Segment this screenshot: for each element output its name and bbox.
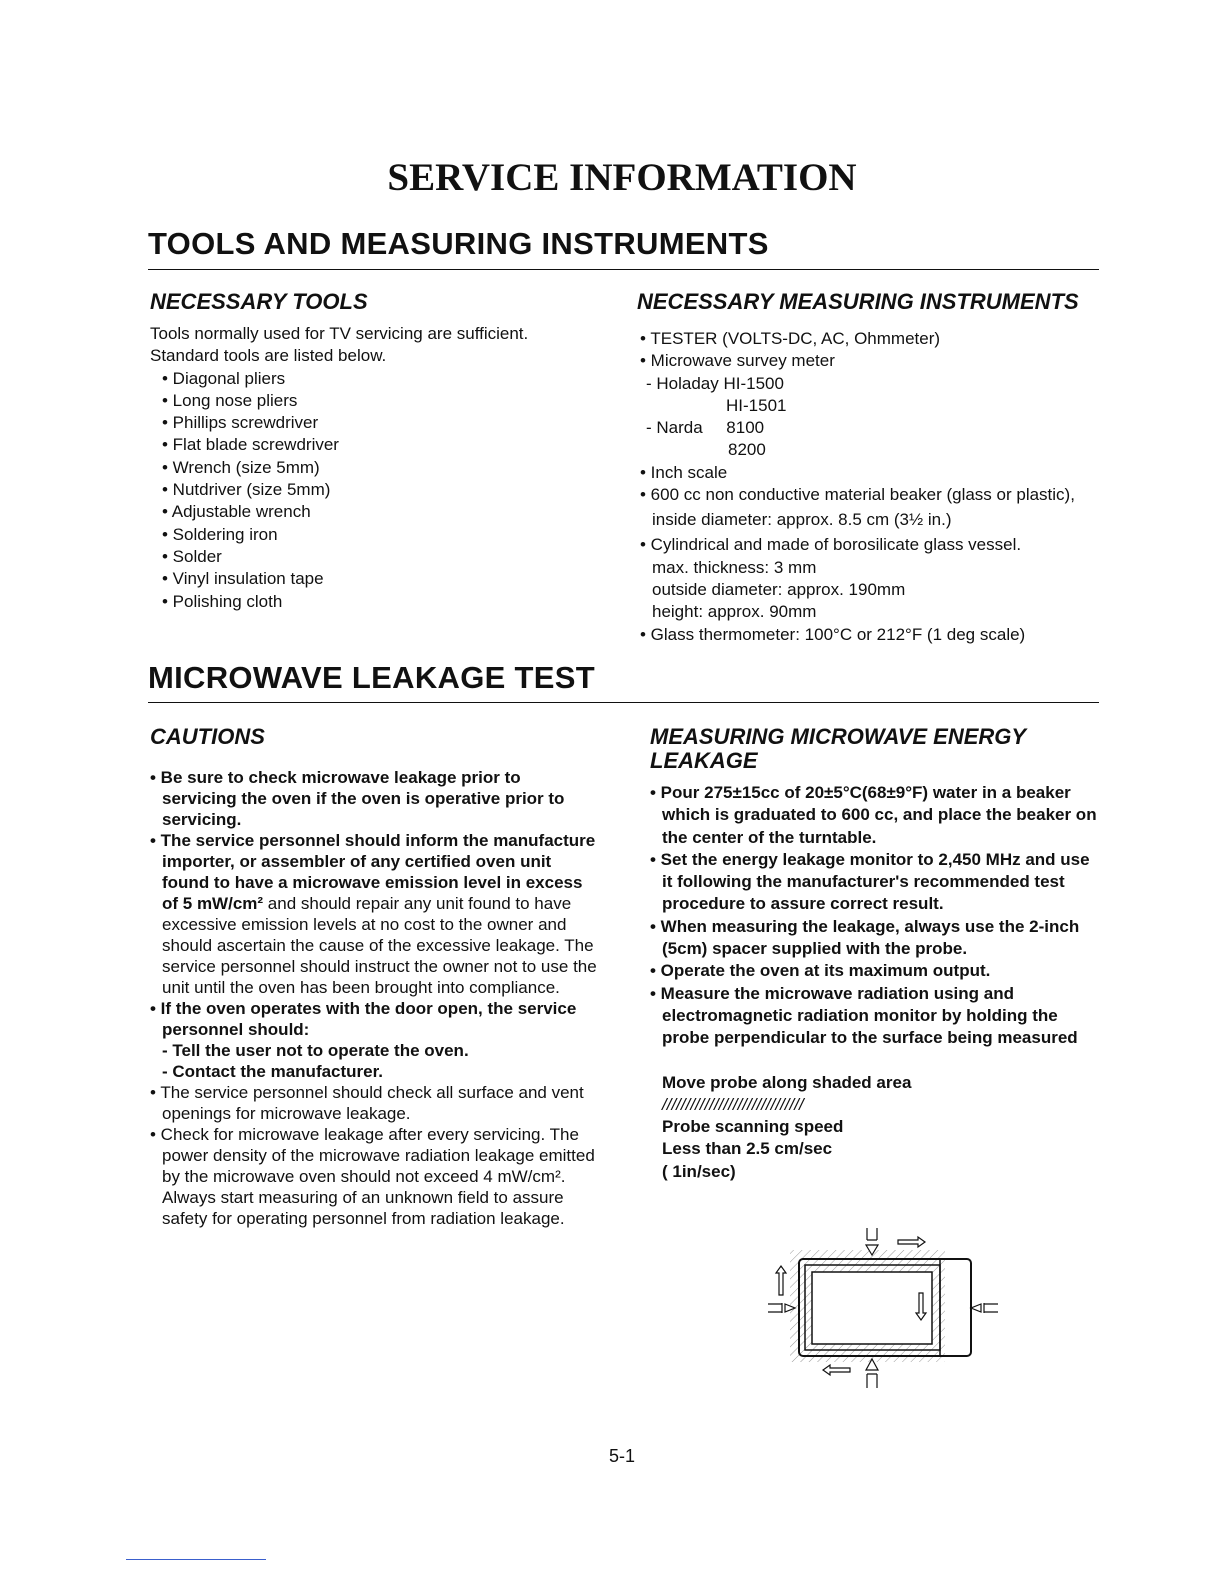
caution-item: • Check for microwave leakage after every servicing. The power density of the microwave radiation leakage emitted by the microwave oven should not exceed 4 mW/cm². Always start measuring of an unknown field to assure safety for operating personnel from radiation leakage. [150,1125,595,1228]
measuring-item: • Operate the oven at its maximum output. [650,961,991,981]
caution-subitem: - Contact the manufacturer. [162,1062,384,1081]
list-item: • Long nose pliers [162,390,298,410]
list-item: HI-1501 [726,395,787,415]
scanning-speed-label: Probe scanning speed [662,1117,844,1137]
footer-line [126,1559,266,1560]
necessary-tools-list [150,323,528,613]
list-item: • Nutdriver (size 5mm) [162,480,331,500]
list-item: • Wrench (size 5mm) [162,457,320,477]
list-item: • Solder [162,546,222,566]
instruments-list [640,328,1075,646]
list-item: - Holaday HI-1500 [646,373,784,393]
list-item: - Narda 8100 [646,418,765,438]
scanning-speed-inch: ( 1in/sec) [662,1161,736,1181]
caution-item: • If the oven operates with the door open, the service personnel should: [150,999,577,1039]
page-number: 5-1 [608,1446,635,1466]
measuring-item: • When measuring the leakage, always use the 2-inch (5cm) spacer supplied with the probe. [650,916,1080,959]
measuring-item: • Set the energy leakage monitor to 2,450 MHz and use it following the manufacturer's recommended test procedure to assure correct result. [650,849,1090,914]
scanning-speed-value: Less than 2.5 cm/sec [662,1139,833,1159]
list-item: outside diameter: approx. 190mm [652,579,906,599]
list-item: • Glass thermometer: 100°C or 212°F (1 deg scale) [640,624,1026,644]
oven-window [812,1272,932,1344]
list-item: • Vinyl insulation tape [162,569,324,589]
probe-scan-diagram [750,1200,1010,1390]
list-item: • Phillips screwdriver [162,413,319,433]
list-item: • Flat blade screwdriver [162,435,339,455]
list-item: 8200 [728,440,766,460]
list-item: • TESTER (VOLTS-DC, AC, Ohmmeter) [640,329,941,348]
page-title: SERVICE INFORMATION [387,156,857,199]
caution-normal-text: and should repair any unit found to have excessive emission levels at no cost to the owner and should ascertain the cause of the excessive leakage. The service personnel should instruct the owner not to use the unit until the oven has been brought into compliance. [162,894,597,997]
tools-heading: TOOLS AND MEASURING INSTRUMENTS [148,226,769,261]
caution-item: • The service personnel should check all surface and vent openings for microwave leakage. [150,1083,584,1123]
measuring-item: • Pour 275±15cc of 20±5°C(68±9°F) water in a beaker which is graduated to 600 cc, and place the beaker on the center of the turntable. [650,783,1097,847]
list-item: height: approx. 90mm [652,602,817,622]
list-item: • Adjustable wrench [162,502,311,522]
divider [148,269,1099,270]
list-item: • 600 cc non conductive material beaker (glass or plastic), [640,485,1075,505]
intro-line: Standard tools are listed below. [150,346,387,366]
list-item: • Soldering iron [162,524,278,544]
list-item: • Inch scale [640,462,728,482]
necessary-tools-heading: NECESSARY TOOLS [150,289,368,314]
caution-item [150,830,600,998]
divider [148,702,1099,703]
list-item: inside diameter: approx. 8.5 cm (3½ in.) [652,510,952,530]
intro-line: Tools normally used for TV servicing are sufficient. [150,324,529,343]
list-item: • Polishing cloth [162,591,283,611]
cautions-heading: CAUTIONS [150,724,265,749]
hatch-legend: ////////////////////////////// [662,1094,804,1114]
list-item: max. thickness: 3 mm [652,557,817,577]
list-item: • Cylindrical and made of borosilicate glass vessel. [640,535,1022,555]
caution-bold-text: • The service personnel should inform the manufacture importer, or assembler of any certified oven unit found to have a microwave emission level in excess of 5 mW/cm² [150,831,596,913]
cautions-list [150,767,600,1229]
move-probe-text: Move probe along shaded area [662,1072,912,1092]
measuring-heading: MEASURING MICROWAVE ENERGY LEAKAGE [650,724,1026,773]
measuring-list [650,782,1100,1183]
measuring-item: • Measure the microwave radiation using and electromagnetic radiation monitor by holding the probe perpendicular to the surface being measured [650,983,1078,1048]
list-item: • Microwave survey meter [640,351,835,371]
instruments-heading: NECESSARY MEASURING INSTRUMENTS [637,289,1079,314]
caution-subitem: - Tell the user not to operate the oven. [162,1041,469,1060]
list-item: • Diagonal pliers [162,368,286,388]
leakage-heading: MICROWAVE LEAKAGE TEST [148,660,595,695]
caution-item: • Be sure to check microwave leakage prior to servicing the oven if the oven is operative prior to servicing. [150,768,565,829]
